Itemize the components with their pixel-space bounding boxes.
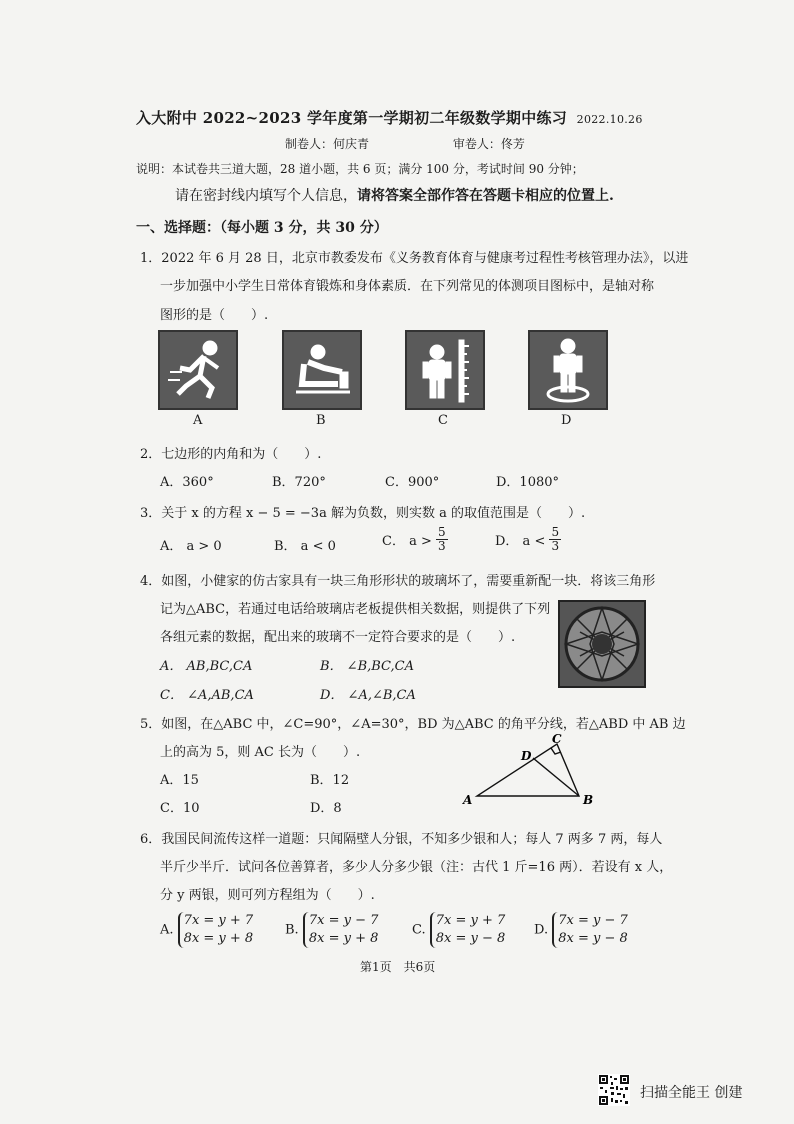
eq2: 8x = y + 8 [308,931,379,946]
point-c-label: C [552,732,562,746]
instruction-2 [175,185,614,205]
q3-option-c-fraction [436,526,448,553]
q6-c-label: C. [412,922,426,938]
q6-line3: 分 y 两银，则可列方程组为（ ）. [160,888,375,903]
q5-option-b: B．12 [310,773,350,788]
q5-option-a: A．15 [160,773,199,788]
point-a-label: A [463,793,473,807]
pictogram-b-sit-reach-icon [282,330,362,410]
q6-a-label: A. [160,922,174,938]
pictogram-d-jump-icon [528,330,608,410]
eq1: 7x = y + 7 [183,913,254,928]
q6-option-d [534,912,628,948]
q4-line2: 记为△ABC，若通过电话给玻璃店老板提供相关数据，则提供了下列 [160,602,551,617]
q1-line2: 一步加强中小学生日常体育锻炼和身体素质．在下列常见的体测项目图标中，是轴对称 [160,279,655,294]
q6-line2: 半斤少半斤．试问各位善算者，多少人分多少银（注：古代 1 斤=16 两）．若设有 x 人， [160,860,673,875]
q2-option-a: A．360° [160,475,214,490]
eq2: 8x = y − 8 [558,931,628,946]
q6-d-label: D. [534,922,549,938]
frac-num: 5 [551,525,560,539]
q1-line1: 1．2022 年 6 月 28 日，北京市教委发布《义务教育体育与健康考过程性考核管理办法》，以进 [140,251,689,266]
instruction-2b: 请将答案全部作答在答题卡相应的位置上. [357,188,614,204]
q3-option-b: B． a < 0 [274,539,336,554]
pictogram-label-a: A [193,413,203,428]
q4-option-c: C． ∠A,AB,CA [160,688,254,703]
q1-line3: 图形的是（ ）. [160,308,269,323]
q3-option-c-text: C． a > [382,534,432,549]
instruction-1: 说明：本试卷共三道大题，28 道小题，共 6 页；满分 100 分，考试时间 90 分钟； [136,162,584,176]
q6-line1: 6．我国民间流传这样一道题：只闻隔壁人分银，不知多少银和人；每人 7 两多 7 两，每人 [140,832,663,847]
glass-panel-image [558,600,646,688]
q6-b-system [303,912,379,948]
q4-line3: 各组元素的数据，配出来的玻璃不一定符合要求的是（ ）. [160,630,516,645]
q3-option-a: A． a > 0 [160,539,222,554]
point-d-label: D [521,749,532,763]
exam-title [136,107,643,128]
q5-option-d: D．8 [310,801,342,816]
eq2: 8x = y + 8 [183,931,254,946]
q6-c-system [430,912,506,948]
pictogram-label-d: D [561,413,572,428]
q5-option-c: C．10 [160,801,200,816]
q6-option-b [285,912,378,948]
q2-option-c: C．900° [385,475,440,490]
q2-option-b: B．720° [272,475,326,490]
q3-stem: 3．关于 x 的方程 x − 5 = −3a 解为负数，则实数 a 的取值范围是（ ）. [140,506,586,521]
eq2: 8x = y − 8 [435,931,506,946]
q6-option-c [412,912,505,948]
pictogram-label-b: B [316,413,326,428]
qr-code-icon [598,1074,630,1106]
q6-b-label: B. [285,922,299,938]
q4-option-a: A． AB,BC,CA [160,659,253,674]
exam-date: 2022.10.26 [576,113,643,126]
q4-line1: 4．如图，小健家的仿古家具有一块三角形形状的玻璃坏了，需要重新配一块．将该三角形 [140,574,656,589]
frac-den: 3 [551,539,560,553]
eq1: 7x = y − 7 [308,913,379,928]
q6-option-a [160,912,253,948]
eq1: 7x = y + 7 [435,913,506,928]
q4-option-d: D． ∠A,∠B,CA [320,688,416,703]
pictogram-label-c: C [438,413,448,428]
q2-option-d: D．1080° [496,475,560,490]
maker: 制卷人：何庆青 [285,137,370,151]
reviewer: 审卷人：佟芳 [452,137,525,151]
q3-option-d-fraction [549,526,561,553]
q2-stem: 2．七边形的内角和为（ ）. [140,447,322,462]
q3-option-d-text: D． a < [495,534,546,549]
q5-line2: 上的高为 5，则 AC 长为（ ）. [160,745,361,760]
eq1: 7x = y − 7 [558,913,628,928]
point-b-label: B [583,793,594,807]
pictogram-c-height-icon [405,330,485,410]
q5-triangle-diagram [455,730,605,810]
q6-a-system [178,912,254,948]
q3-option-c [382,526,448,553]
instruction-2a: 请在密封线内填写个人信息， [175,188,357,204]
q6-d-system [552,912,628,948]
watermark-text: 扫描全能王 创建 [640,1085,743,1101]
q5-line1: 5．如图，在△ABC 中，∠C=90°，∠A=30°，BD 为△ABC 的角平分线，若△ABD 中 AB 边 [140,717,686,732]
q4-option-b: B． ∠B,BC,CA [320,659,415,674]
section-title: 一、选择题：（每小题 3 分，共 30 分） [136,220,388,236]
q3-option-d [495,526,561,553]
authors [285,135,605,152]
title-text: 入大附中 2022~2023 学年度第一学期初二年级数学期中练习 [136,109,568,127]
pictogram-a-running-icon [158,330,238,410]
page-footer: 第1页 共6页 [360,960,436,974]
frac-num: 5 [438,525,446,539]
frac-den: 3 [438,539,446,553]
